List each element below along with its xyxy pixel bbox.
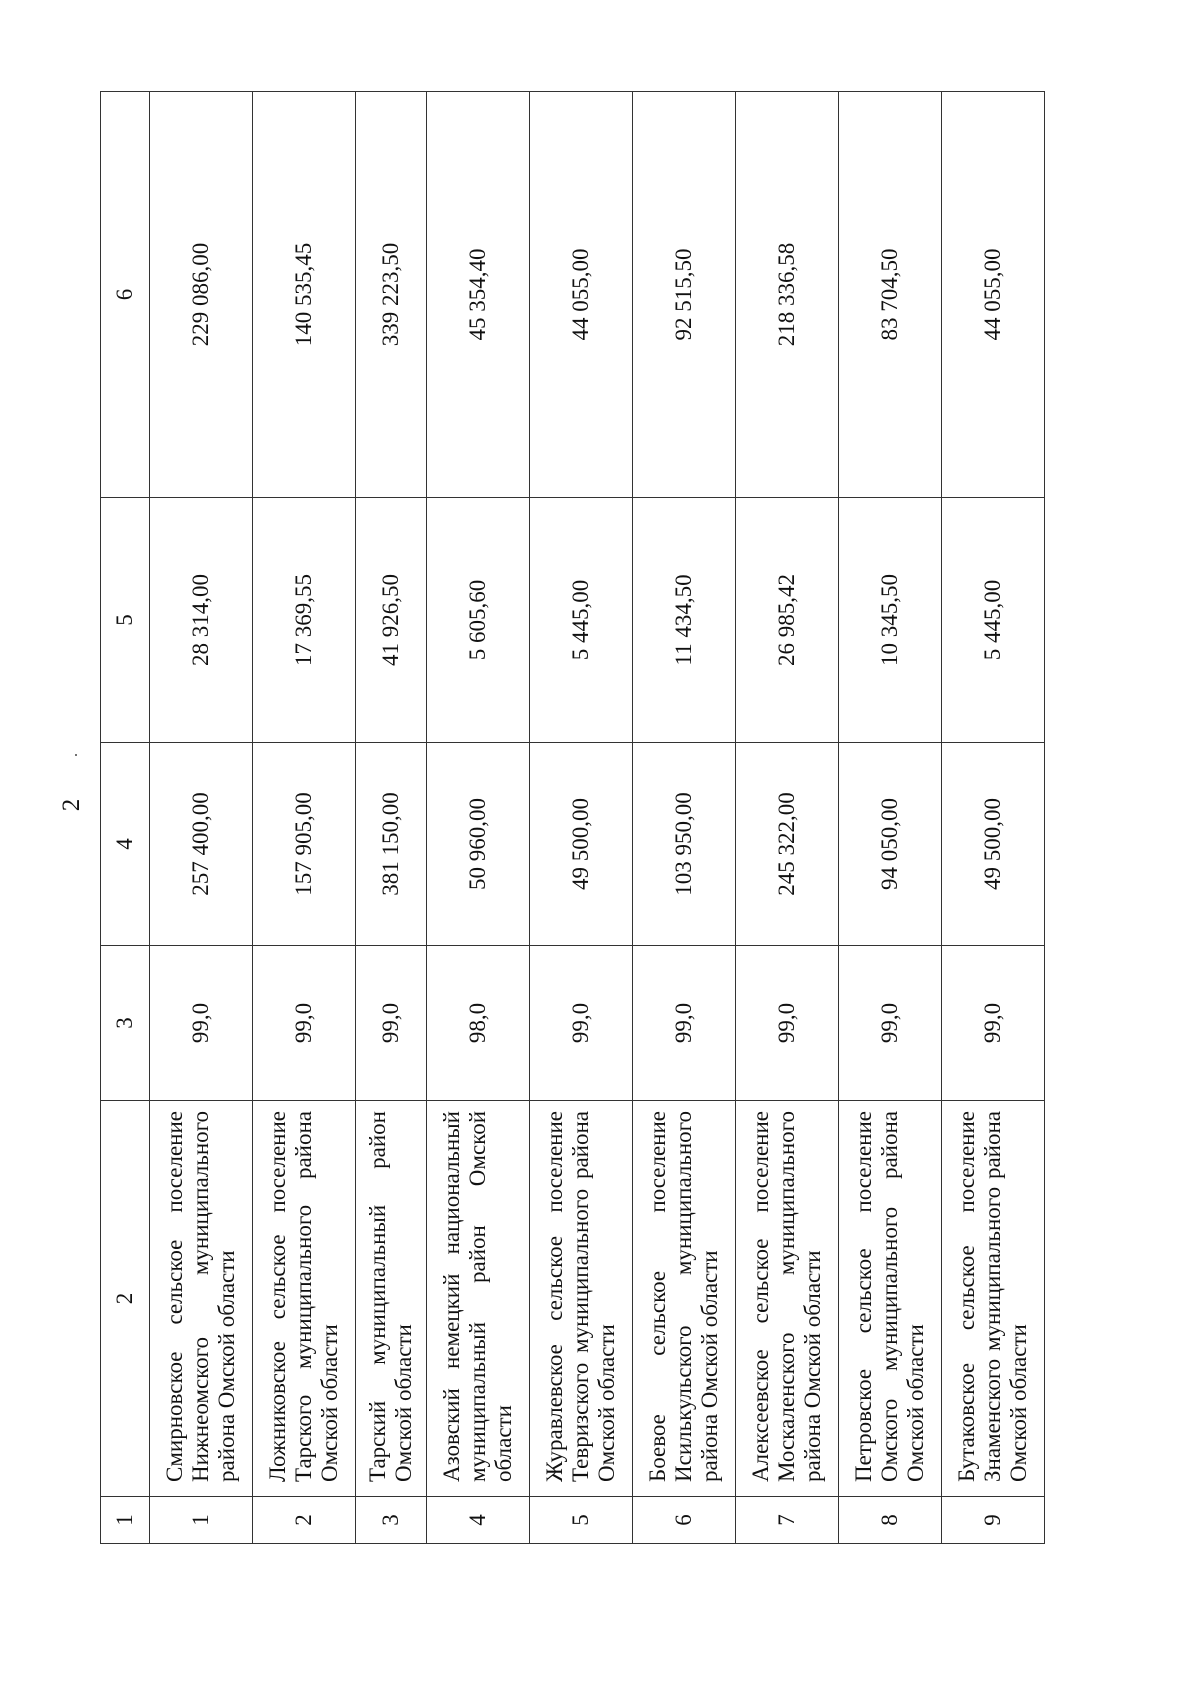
- value-col-4: 50 960,00: [426, 743, 529, 946]
- rotated-page: [100, 92, 1045, 1544]
- value-col-3: 99,0: [941, 946, 1044, 1101]
- table-row: [426, 92, 529, 1544]
- table-row: [838, 92, 941, 1544]
- value-col-3: 99,0: [838, 946, 941, 1101]
- row-number: 4: [426, 1497, 529, 1544]
- table-body: [150, 92, 1045, 1544]
- value-col-3: 99,0: [150, 946, 253, 1101]
- value-col-3: 99,0: [253, 946, 356, 1101]
- value-col-4: 49 500,00: [529, 743, 632, 946]
- value-col-4: 103 950,00: [632, 743, 735, 946]
- value-col-3: 99,0: [735, 946, 838, 1101]
- value-col-6: 140 535,45: [253, 92, 356, 498]
- value-col-6: 218 336,58: [735, 92, 838, 498]
- scan-speck: [75, 754, 77, 756]
- value-col-6: 229 086,00: [150, 92, 253, 498]
- value-col-6: 44 055,00: [529, 92, 632, 498]
- value-col-5: 5 605,60: [426, 498, 529, 743]
- page-number: 2: [58, 798, 85, 812]
- column-header-4: 4: [101, 743, 150, 946]
- row-number: 9: [941, 1497, 1044, 1544]
- value-col-5: 10 345,50: [838, 498, 941, 743]
- municipality-name: Журавлевское сельское поселение Тевризского муниципального района Омской области: [529, 1101, 632, 1497]
- row-number: 6: [632, 1497, 735, 1544]
- value-col-6: 339 223,50: [356, 92, 427, 498]
- value-col-5: 11 434,50: [632, 498, 735, 743]
- municipality-name: Боевое сельское поселение Исилькульского муниципального района Омской области: [632, 1101, 735, 1497]
- municipality-name: Смирновское сельское поселение Нижнеомского муниципального района Омской области: [150, 1101, 253, 1497]
- column-number-row: [101, 92, 150, 1544]
- municipality-name: Петровское сельское поселение Омского муниципального района Омской области: [838, 1101, 941, 1497]
- value-col-5: 5 445,00: [529, 498, 632, 743]
- column-header-1: 1: [101, 1497, 150, 1544]
- row-number: 1: [150, 1497, 253, 1544]
- table-row: [150, 92, 253, 1544]
- value-col-3: 99,0: [529, 946, 632, 1101]
- value-col-6: 83 704,50: [838, 92, 941, 498]
- table-row: [632, 92, 735, 1544]
- column-header-5: 5: [101, 498, 150, 743]
- table-row: [356, 92, 427, 1544]
- column-header-6: 6: [101, 92, 150, 498]
- row-number: 3: [356, 1497, 427, 1544]
- municipality-name: Ложниковское сельское поселение Тарского муниципального района Омской области: [253, 1101, 356, 1497]
- allocation-table: [100, 91, 1045, 1544]
- table-row: [941, 92, 1044, 1544]
- row-number: 2: [253, 1497, 356, 1544]
- column-header-2: 2: [101, 1101, 150, 1497]
- value-col-6: 92 515,50: [632, 92, 735, 498]
- rotated-table-wrapper: [100, 92, 1045, 1544]
- municipality-name: Бутаковское сельское поселение Знаменского муниципального района Омской области: [941, 1101, 1044, 1497]
- value-col-3: 98,0: [426, 946, 529, 1101]
- value-col-4: 245 322,00: [735, 743, 838, 946]
- municipality-name: Тарский муниципальный район Омской области: [356, 1101, 427, 1497]
- value-col-4: 157 905,00: [253, 743, 356, 946]
- table-row: [735, 92, 838, 1544]
- table-row: [529, 92, 632, 1544]
- value-col-3: 99,0: [632, 946, 735, 1101]
- row-number: 5: [529, 1497, 632, 1544]
- value-col-5: 28 314,00: [150, 498, 253, 743]
- municipality-name: Алексеевское сельское поселение Москаленского муниципального района Омской области: [735, 1101, 838, 1497]
- row-number: 8: [838, 1497, 941, 1544]
- value-col-4: 49 500,00: [941, 743, 1044, 946]
- value-col-4: 94 050,00: [838, 743, 941, 946]
- value-col-6: 45 354,40: [426, 92, 529, 498]
- value-col-6: 44 055,00: [941, 92, 1044, 498]
- value-col-5: 17 369,55: [253, 498, 356, 743]
- municipality-name: Азовский немецкий национальный муниципальный район Омской области: [426, 1101, 529, 1497]
- row-number: 7: [735, 1497, 838, 1544]
- value-col-4: 381 150,00: [356, 743, 427, 946]
- table-row: [253, 92, 356, 1544]
- column-header-3: 3: [101, 946, 150, 1101]
- value-col-4: 257 400,00: [150, 743, 253, 946]
- value-col-5: 26 985,42: [735, 498, 838, 743]
- value-col-5: 41 926,50: [356, 498, 427, 743]
- value-col-5: 5 445,00: [941, 498, 1044, 743]
- value-col-3: 99,0: [356, 946, 427, 1101]
